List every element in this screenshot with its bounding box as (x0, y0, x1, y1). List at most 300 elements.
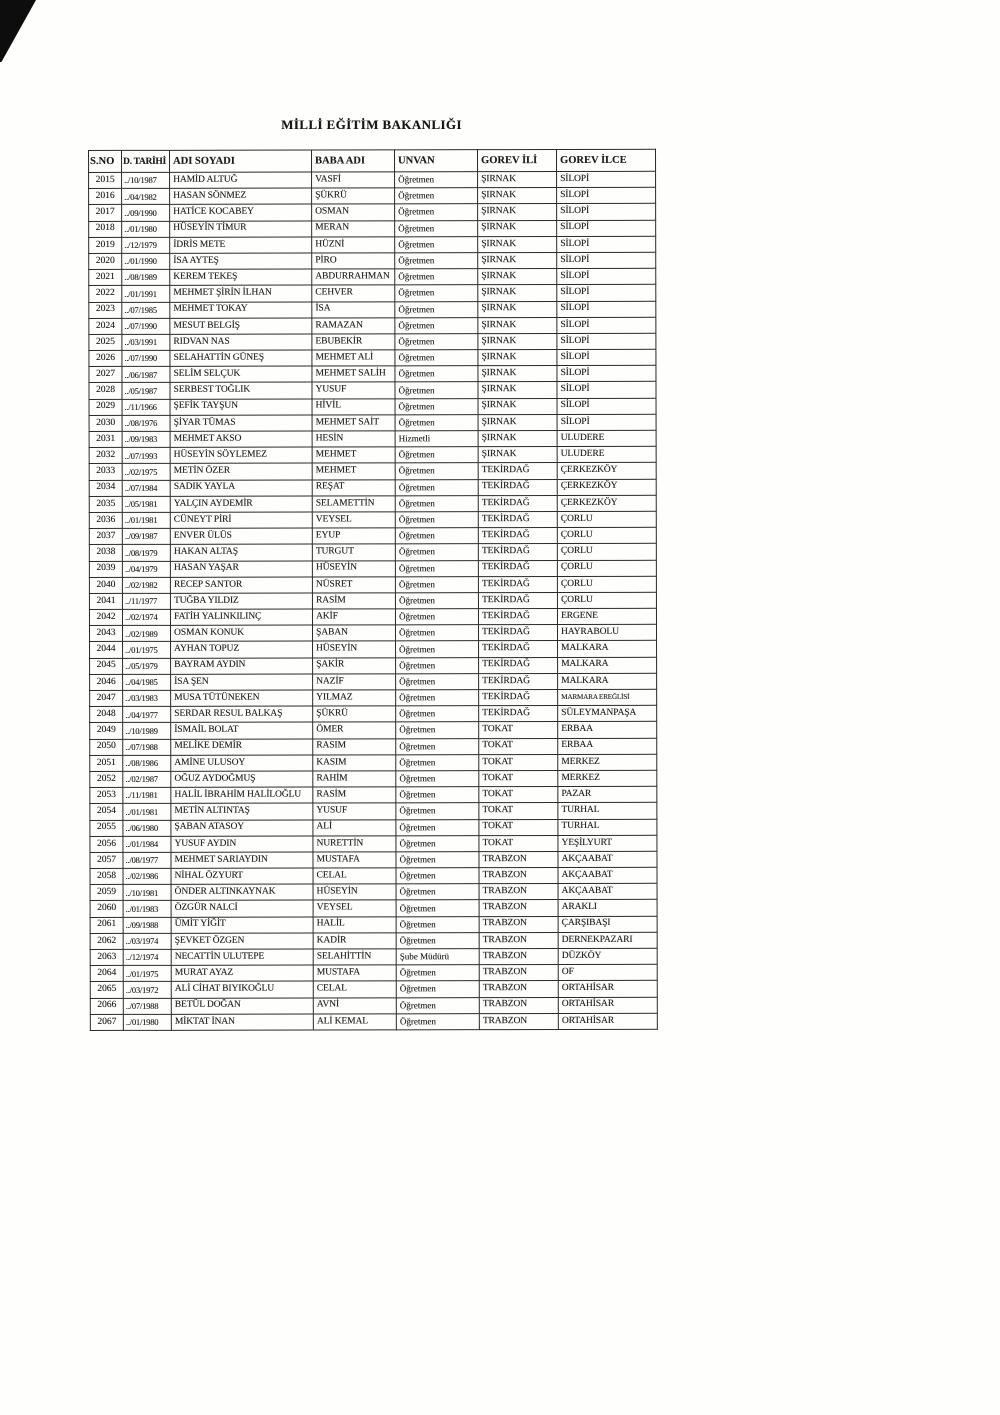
cell-sno: 2051 (90, 755, 123, 771)
table-row (89, 333, 656, 350)
table-row (89, 625, 656, 642)
cell-father: MEHMET (312, 447, 395, 463)
header-father: BABA ADI (312, 150, 395, 172)
cell-father: AKİF (312, 609, 395, 625)
cell-district: ÇORLU (557, 511, 656, 527)
cell-district: SİLOPİ (557, 187, 656, 203)
table-row (89, 576, 656, 593)
cell-district: MERKEZ (558, 770, 657, 786)
cell-district: SİLOPİ (557, 285, 656, 301)
cell-dob: ../03/1983 (123, 690, 171, 706)
cell-father: SELAHİTTİN (313, 949, 396, 965)
cell-dob: ../05/1987 (122, 383, 170, 399)
cell-name: ŞİYAR TÜMAS (170, 415, 312, 431)
cell-father: TURGUT (312, 544, 395, 560)
cell-dob: ../02/1989 (122, 626, 170, 642)
cell-sno: 2056 (90, 836, 123, 852)
table-row (89, 479, 656, 496)
cell-title: Öğretmen (395, 576, 478, 592)
table-row (89, 511, 656, 528)
cell-district: ÇORLU (557, 527, 656, 543)
cell-province: TEKİRDAĞ (478, 463, 557, 479)
cell-title: Öğretmen (395, 512, 478, 528)
cell-title: Öğretmen (396, 771, 479, 787)
cell-province: ŞIRNAK (478, 172, 557, 188)
cell-father: CELAL (313, 868, 396, 884)
cell-dob: ../04/1979 (122, 561, 170, 577)
cell-title: Öğretmen (395, 253, 478, 269)
cell-name: NECATTİN ULUTEPE (171, 949, 313, 965)
table-row (89, 220, 656, 237)
cell-dob: ../01/1983 (123, 901, 171, 917)
cell-dob: ../01/1984 (123, 836, 171, 852)
cell-sno: 2065 (90, 982, 123, 998)
cell-sno: 2053 (90, 788, 123, 804)
cell-name: ŞABAN ATASOY (171, 820, 313, 836)
cell-name: BAYRAM AYDIN (171, 658, 313, 674)
cell-dob: ../07/1990 (122, 318, 170, 334)
cell-district: ÇORLU (557, 592, 656, 608)
table-row (90, 641, 657, 658)
cell-title: Öğretmen (395, 285, 478, 301)
cell-title: Öğretmen (396, 1013, 479, 1029)
cell-name: MUSA TÜTÜNEKEN (171, 690, 313, 706)
cell-province: ŞIRNAK (478, 236, 557, 252)
cell-province: TOKAT (479, 738, 558, 754)
cell-father: HÜZNİ (312, 237, 395, 253)
personnel-table-wrapper (88, 149, 658, 1031)
cell-sno: 2028 (89, 383, 122, 399)
cell-name: SELAHATTİN GÜNEŞ (170, 350, 312, 366)
cell-province: ŞIRNAK (478, 447, 557, 463)
table-row (90, 770, 657, 787)
cell-name: ŞEVKET ÖZGEN (171, 933, 313, 949)
cell-title: Öğretmen (396, 981, 479, 997)
cell-name: HÜSEYİN SÖYLEMEZ (170, 447, 312, 463)
cell-name: MİKTAT İNAN (171, 1014, 313, 1030)
cell-title: Öğretmen (396, 932, 479, 948)
cell-father: ŞAKİR (313, 657, 396, 673)
cell-father: MEHMET ALİ (312, 350, 395, 366)
cell-dob: ../07/1988 (123, 739, 171, 755)
cell-dob: ../12/1974 (123, 949, 171, 965)
cell-district: ÇERKEZKÖY (557, 495, 656, 511)
cell-province: TRABZON (479, 916, 558, 932)
cell-dob: ../11/1981 (123, 787, 171, 803)
cell-father: AVNİ (313, 997, 396, 1013)
cell-province: TOKAT (479, 803, 558, 819)
cell-name: AMİNE ULUSOY (171, 755, 313, 771)
cell-title: Öğretmen (395, 301, 478, 317)
header-district: GOREV İLCE (557, 149, 656, 171)
cell-title: Öğretmen (395, 366, 478, 382)
cell-dob: ../10/1989 (123, 723, 171, 739)
cell-father: NURETTİN (313, 836, 396, 852)
cell-sno: 2039 (89, 561, 122, 577)
cell-dob: ../02/1974 (122, 609, 170, 625)
cell-father: RAHİM (313, 771, 396, 787)
cell-title: Öğretmen (396, 657, 479, 673)
cell-dob: ../07/1984 (122, 480, 170, 496)
cell-dob: ../01/1981 (122, 512, 170, 528)
cell-district: SİLOPİ (557, 317, 656, 333)
table-row (89, 382, 656, 399)
cell-father: HÜSEYİN (312, 560, 395, 576)
table-row (90, 916, 657, 933)
cell-father: CELAL (313, 981, 396, 997)
cell-title: Şube Müdürü (396, 949, 479, 965)
cell-district: SİLOPİ (557, 252, 656, 268)
table-row (89, 592, 656, 609)
cell-father: RASİM (313, 787, 396, 803)
cell-title: Öğretmen (395, 560, 478, 576)
cell-dob: ../03/1974 (123, 933, 171, 949)
cell-title: Öğretmen (396, 690, 479, 706)
cell-name: ENVER ÜLÜS (170, 528, 312, 544)
cell-dob: ../01/1981 (123, 804, 171, 820)
cell-title: Öğretmen (395, 220, 478, 236)
cell-title: Öğretmen (395, 593, 478, 609)
cell-dob: ../01/1980 (123, 1014, 171, 1030)
cell-title: Öğretmen (395, 204, 478, 220)
cell-province: TRABZON (479, 932, 558, 948)
cell-sno: 2047 (90, 690, 123, 706)
cell-name: ALİ CİHAT BIYIKOĞLU (171, 981, 313, 997)
cell-title: Öğretmen (396, 722, 479, 738)
cell-sno: 2044 (90, 642, 123, 658)
cell-sno: 2041 (89, 593, 122, 609)
cell-district: MALKARA (558, 673, 657, 689)
cell-dob: ../06/1987 (122, 367, 170, 383)
cell-sno: 2022 (89, 286, 122, 302)
cell-title: Öğretmen (396, 916, 479, 932)
cell-father: MUSTAFA (313, 965, 396, 981)
cell-sno: 2063 (90, 949, 123, 965)
cell-province: ŞIRNAK (478, 382, 557, 398)
cell-sno: 2049 (90, 723, 123, 739)
cell-sno: 2040 (89, 577, 122, 593)
table-row (89, 527, 656, 544)
cell-district: PAZAR (558, 786, 657, 802)
table-row (89, 398, 656, 415)
cell-dob: ../05/1979 (123, 658, 171, 674)
cell-district: TURHAL (558, 819, 657, 835)
cell-father: KADİR (313, 933, 396, 949)
cell-father: RASIM (313, 738, 396, 754)
table-row (90, 705, 657, 722)
table-row (89, 252, 656, 269)
cell-dob: ../09/1988 (123, 917, 171, 933)
cell-father: YUSUF (313, 803, 396, 819)
cell-district: ULUDERE (557, 446, 656, 462)
cell-title: Öğretmen (395, 269, 478, 285)
cell-province: ŞIRNAK (478, 350, 557, 366)
cell-province: ŞIRNAK (478, 398, 557, 414)
cell-province: TRABZON (479, 997, 558, 1013)
cell-name: HAKAN ALTAŞ (170, 544, 312, 560)
cell-sno: 2052 (90, 771, 123, 787)
cell-title: Öğretmen (396, 803, 479, 819)
cell-title: Öğretmen (396, 900, 479, 916)
cell-name: BETÜL DOĞAN (171, 998, 313, 1014)
cell-sno: 2030 (89, 415, 122, 431)
cell-title: Öğretmen (395, 414, 478, 430)
cell-title: Öğretmen (395, 463, 478, 479)
table-row (90, 1013, 657, 1030)
cell-province: ŞIRNAK (478, 317, 557, 333)
cell-dob: ../04/1982 (122, 189, 170, 205)
cell-sno: 2055 (90, 820, 123, 836)
cell-sno: 2045 (90, 658, 123, 674)
table-row (89, 366, 656, 383)
cell-name: SADIK YAYLA (170, 480, 312, 496)
cell-dob: ../10/1981 (123, 885, 171, 901)
cell-sno: 2032 (89, 448, 122, 464)
cell-father: HİVİL (312, 398, 395, 414)
cell-name: YALÇIN AYDEMİR (170, 496, 312, 512)
table-row (90, 657, 657, 674)
cell-father: YUSUF (312, 382, 395, 398)
scan-corner-artifact (0, 0, 36, 62)
cell-district: SİLOPİ (557, 333, 656, 349)
cell-province: ŞIRNAK (478, 220, 557, 236)
cell-dob: ../08/1986 (123, 755, 171, 771)
cell-dob: ../08/1977 (123, 852, 171, 868)
cell-name: MEHMET TOKAY (170, 302, 312, 318)
cell-sno: 2057 (90, 852, 123, 868)
table-row (89, 446, 656, 463)
personnel-table (88, 149, 658, 1031)
cell-name: KEREM TEKEŞ (170, 269, 312, 285)
cell-dob: ../06/1980 (123, 820, 171, 836)
cell-title: Öğretmen (395, 317, 478, 333)
cell-father: OSMAN (312, 204, 395, 220)
cell-province: TRABZON (479, 1013, 558, 1029)
cell-sno: 2019 (89, 237, 122, 253)
cell-dob: ../01/1980 (122, 221, 170, 237)
cell-district: SÜLEYMANPAŞA (558, 705, 657, 721)
table-header (89, 149, 656, 172)
cell-district: DÜZKÖY (558, 948, 657, 964)
table-row (90, 981, 657, 998)
cell-district: SİLOPİ (557, 171, 656, 187)
cell-dob: ../09/1983 (122, 431, 170, 447)
header-name: ADI SOYADI (170, 150, 312, 172)
cell-province: ŞIRNAK (478, 204, 557, 220)
table-row (89, 268, 656, 285)
cell-father: ŞÜKRÜ (313, 706, 396, 722)
cell-sno: 2037 (89, 529, 122, 545)
cell-province: TRABZON (479, 884, 558, 900)
cell-father: HESİN (312, 431, 395, 447)
cell-sno: 2046 (90, 674, 123, 690)
table-row (90, 673, 657, 690)
cell-province: TEKİRDAĞ (478, 544, 557, 560)
cell-province: TEKİRDAĞ (478, 511, 557, 527)
table-row (90, 851, 657, 868)
cell-title: Öğretmen (396, 835, 479, 851)
cell-sno: 2061 (90, 917, 123, 933)
cell-father: RASİM (312, 593, 395, 609)
cell-district: TURHAL (558, 803, 657, 819)
table-row (90, 997, 657, 1014)
cell-title: Öğretmen (395, 479, 478, 495)
cell-name: FATİH YALINKILINÇ (170, 609, 312, 625)
table-row (89, 301, 656, 318)
cell-dob: ../11/1977 (122, 593, 170, 609)
cell-title: Öğretmen (395, 398, 478, 414)
cell-province: TRABZON (479, 851, 558, 867)
table-row (90, 803, 657, 820)
cell-district: SİLOPİ (557, 236, 656, 252)
cell-name: İSMAİL BOLAT (171, 722, 313, 738)
cell-province: TOKAT (479, 770, 558, 786)
cell-title: Öğretmen (396, 884, 479, 900)
cell-name: SELİM SELÇUK (170, 366, 312, 382)
cell-sno: 2067 (90, 1014, 123, 1030)
cell-title: Öğretmen (395, 188, 478, 204)
cell-father: EYUP (312, 528, 395, 544)
cell-title: Öğretmen (395, 544, 478, 560)
cell-district: SİLOPİ (557, 204, 656, 220)
cell-sno: 2042 (89, 609, 122, 625)
cell-district: ARAKLI (558, 900, 657, 916)
cell-district: DERNEKPAZARI (558, 932, 657, 948)
cell-province: TRABZON (479, 965, 558, 981)
cell-name: HAMİD ALTUĞ (170, 172, 312, 188)
cell-name: RIDVAN NAS (170, 334, 312, 350)
cell-sno: 2043 (89, 626, 122, 642)
cell-title: Öğretmen (395, 350, 478, 366)
cell-father: İSA (312, 301, 395, 317)
cell-father: ALİ (313, 819, 396, 835)
table-row (89, 349, 656, 366)
cell-province: ŞIRNAK (478, 301, 557, 317)
cell-father: ŞABAN (312, 625, 395, 641)
cell-province: TEKİRDAĞ (478, 609, 557, 625)
cell-district: ERBAA (558, 722, 657, 738)
cell-sno: 2050 (90, 739, 123, 755)
cell-title: Öğretmen (395, 447, 478, 463)
cell-name: ŞEFİK TAYŞUN (170, 399, 312, 415)
cell-name: MEHMET AKSO (170, 431, 312, 447)
cell-dob: ../01/1990 (122, 253, 170, 269)
table-row (89, 317, 656, 334)
cell-name: İSA AYTEŞ (170, 253, 312, 269)
cell-name: İSA ŞEN (171, 674, 313, 690)
table-row (90, 754, 657, 771)
cell-district: ÇARŞIBAŞI (558, 916, 657, 932)
cell-dob: ../10/1987 (122, 172, 170, 188)
table-row (89, 236, 656, 253)
cell-district: SİLOPİ (557, 349, 656, 365)
cell-district: HAYRABOLU (557, 625, 656, 641)
cell-title: Öğretmen (395, 609, 478, 625)
cell-name: SERBEST TOĞLIK (170, 382, 312, 398)
cell-district: OF (558, 964, 657, 980)
cell-district: ORTAHİSAR (558, 1013, 657, 1029)
cell-district: ÇERKEZKÖY (557, 479, 656, 495)
table-row (89, 204, 656, 221)
cell-sno: 2018 (89, 221, 122, 237)
table-row (90, 964, 657, 981)
cell-province: ŞIRNAK (478, 333, 557, 349)
cell-dob: ../05/1981 (122, 496, 170, 512)
cell-sno: 2020 (89, 253, 122, 269)
cell-father: REŞAT (312, 479, 395, 495)
cell-district: ÇORLU (557, 560, 656, 576)
cell-name: SERDAR RESUL BALKAŞ (171, 706, 313, 722)
cell-province: TRABZON (479, 900, 558, 916)
cell-title: Öğretmen (396, 852, 479, 868)
cell-sno: 2062 (90, 933, 123, 949)
cell-sno: 2026 (89, 350, 122, 366)
table-row (90, 884, 657, 901)
cell-dob: ../07/1985 (122, 302, 170, 318)
cell-title: Öğretmen (395, 382, 478, 398)
cell-district: AKÇAABAT (558, 851, 657, 867)
cell-dob: ../08/1979 (122, 545, 170, 561)
cell-dob: ../02/1982 (122, 577, 170, 593)
cell-district: ORTAHİSAR (558, 997, 657, 1013)
cell-father: EBUBEKİR (312, 334, 395, 350)
table-row (90, 900, 657, 917)
cell-province: TOKAT (479, 787, 558, 803)
table-row (90, 722, 657, 739)
cell-name: HASAN SÖNMEZ (170, 188, 312, 204)
cell-father: KASIM (313, 755, 396, 771)
table-row (89, 463, 656, 480)
cell-title: Öğretmen (395, 495, 478, 511)
cell-sno: 2034 (89, 480, 122, 496)
cell-district: MALKARA (558, 657, 657, 673)
cell-dob: ../02/1986 (123, 868, 171, 884)
cell-name: MESUT BELGİŞ (170, 318, 312, 334)
cell-sno: 2058 (90, 868, 123, 884)
cell-district: SİLOPİ (557, 301, 656, 317)
cell-name: NİHAL ÖZYURT (171, 868, 313, 884)
cell-dob: ../07/1990 (122, 350, 170, 366)
cell-province: TEKİRDAĞ (478, 625, 557, 641)
table-row (90, 867, 657, 884)
cell-district: SİLOPİ (557, 382, 656, 398)
cell-name: MEHMET SARIAYDIN (171, 852, 313, 868)
cell-dob: ../12/1979 (122, 237, 170, 253)
cell-dob: ../04/1985 (123, 674, 171, 690)
cell-province: ŞIRNAK (478, 252, 557, 268)
cell-dob: ../03/1972 (123, 982, 171, 998)
cell-district: MARMARA EREĞLİSİ (558, 689, 657, 705)
cell-province: TEKİRDAĞ (478, 560, 557, 576)
cell-province: TOKAT (479, 754, 558, 770)
cell-title: Öğretmen (396, 787, 479, 803)
cell-title: Öğretmen (396, 997, 479, 1013)
cell-sno: 2060 (90, 901, 123, 917)
cell-province: ŞIRNAK (478, 414, 557, 430)
cell-dob: ../09/1987 (122, 528, 170, 544)
cell-name: OĞUZ AYDOĞMUŞ (171, 771, 313, 787)
cell-title: Öğretmen (395, 528, 478, 544)
cell-name: METİN ÖZER (170, 463, 312, 479)
cell-father: ÖMER (313, 722, 396, 738)
cell-district: YEŞİLYURT (558, 835, 657, 851)
cell-dob: ../04/1977 (123, 707, 171, 723)
cell-province: TRABZON (479, 981, 558, 997)
cell-sno: 2059 (90, 885, 123, 901)
cell-province: TOKAT (479, 722, 558, 738)
cell-father: CEHVER (312, 285, 395, 301)
cell-district: MALKARA (558, 641, 657, 657)
